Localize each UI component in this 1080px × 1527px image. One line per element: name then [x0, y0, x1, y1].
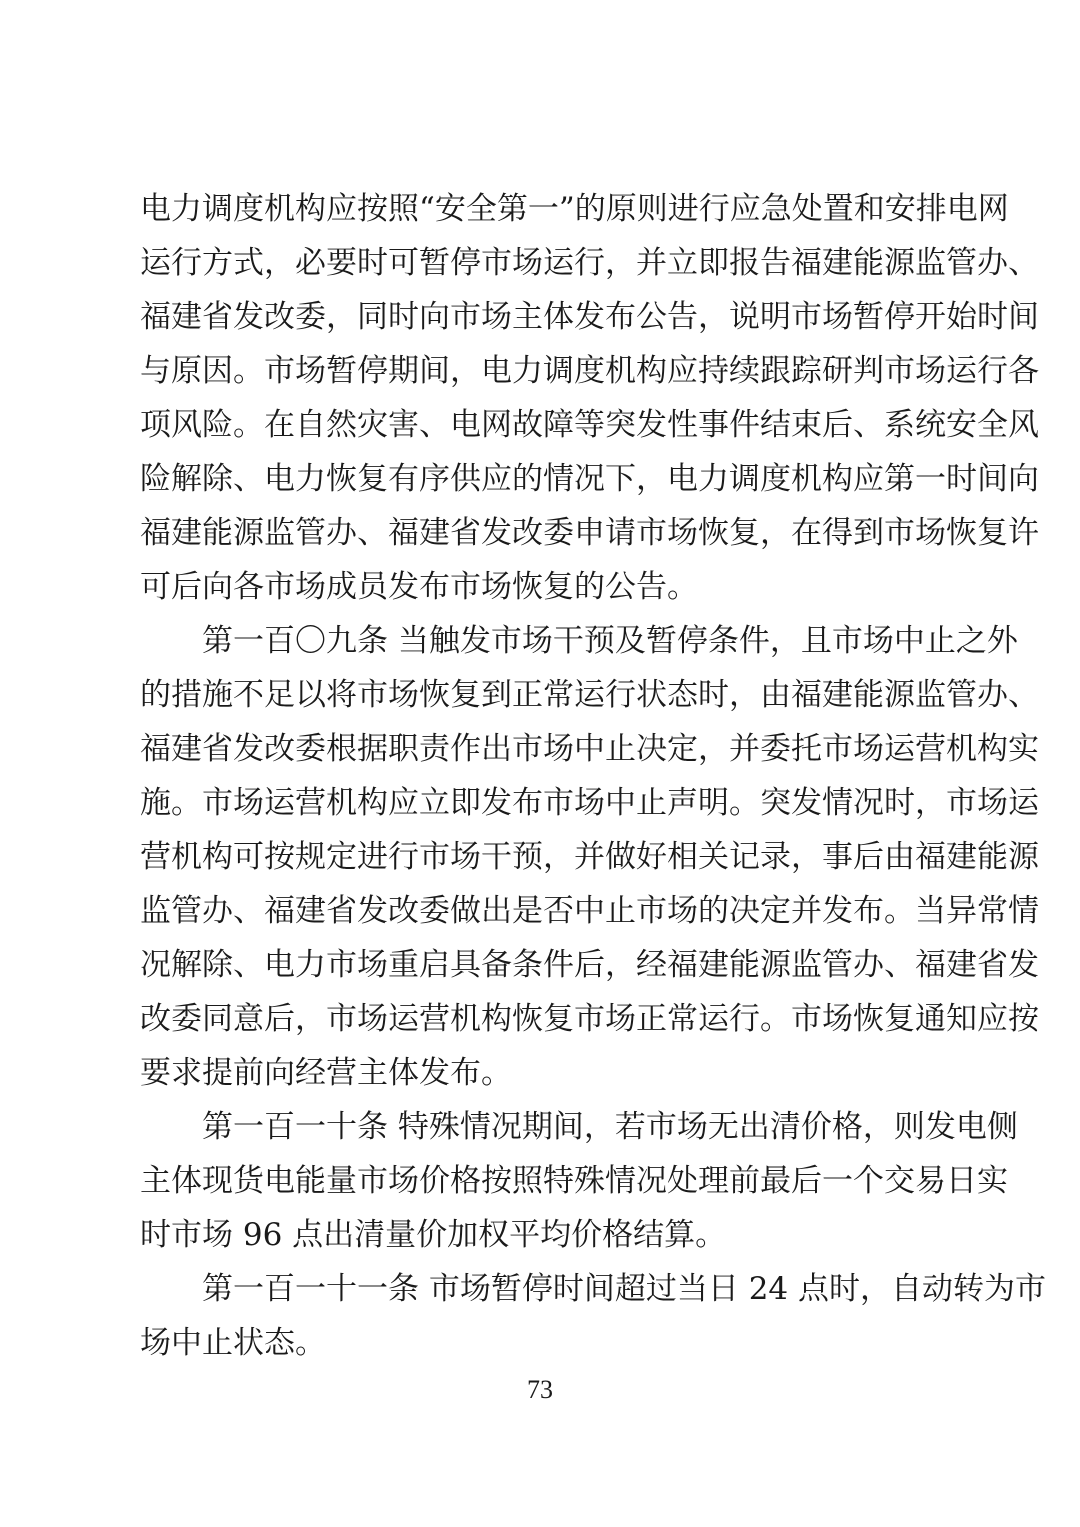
- text-line: 施。市场运营机构应立即发布市场中止声明。突发情况时，市场运: [140, 785, 1039, 821]
- text-line: 营机构可按规定进行市场干预，并做好相关记录，事后由福建能源: [140, 839, 1039, 875]
- page-number: 73: [527, 1375, 553, 1404]
- text-line: 时市场 96 点出清量价加权平均价格结算。: [140, 1217, 727, 1253]
- text-line: 电力调度机构应按照“安全第一”的原则进行应急处置和安排电网: [140, 191, 1009, 227]
- text-line: 主体现货电能量市场价格按照特殊情况处理前最后一个交易日实: [140, 1163, 1008, 1199]
- text-line: 与原因。市场暂停期间，电力调度机构应持续跟踪研判市场运行各: [140, 353, 1039, 389]
- text-line: 要求提前向经营主体发布。: [140, 1055, 512, 1091]
- text-line: 福建能源监管办、福建省发改委申请市场恢复，在得到市场恢复许: [140, 515, 1039, 551]
- text-line: 场中止状态。: [140, 1325, 326, 1361]
- text-line: 福建省发改委，同时向市场主体发布公告，说明市场暂停开始时间: [140, 299, 1039, 335]
- text-line: 福建省发改委根据职责作出市场中止决定，并委托市场运营机构实: [140, 731, 1039, 767]
- text-line: 的措施不足以将市场恢复到正常运行状态时，由福建能源监管办、: [140, 677, 1039, 713]
- article-111-heading-line: 第一百一十一条 市场暂停时间超过当日 24 点时，自动转为市: [140, 1271, 1047, 1307]
- text-line: 况解除、电力市场重启具备条件后，经福建能源监管办、福建省发: [140, 947, 1039, 983]
- text-line: 监管办、福建省发改委做出是否中止市场的决定并发布。当异常情: [140, 893, 1039, 929]
- text-line: 可后向各市场成员发布市场恢复的公告。: [140, 569, 698, 605]
- text-line: 运行方式，必要时可暂停市场运行，并立即报告福建能源监管办、: [140, 245, 1039, 281]
- article-109-heading-line: 第一百〇九条 当触发市场干预及暂停条件，且市场中止之外: [140, 623, 1018, 659]
- text-line: 项风险。在自然灾害、电网故障等突发性事件结束后、系统安全风: [140, 407, 1039, 443]
- article-110-heading-line: 第一百一十条 特殊情况期间，若市场无出清价格，则发电侧: [140, 1109, 1018, 1145]
- text-line: 改委同意后，市场运营机构恢复市场正常运行。市场恢复通知应按: [140, 1001, 1039, 1037]
- text-line: 险解除、电力恢复有序供应的情况下，电力调度机构应第一时间向: [140, 461, 1039, 497]
